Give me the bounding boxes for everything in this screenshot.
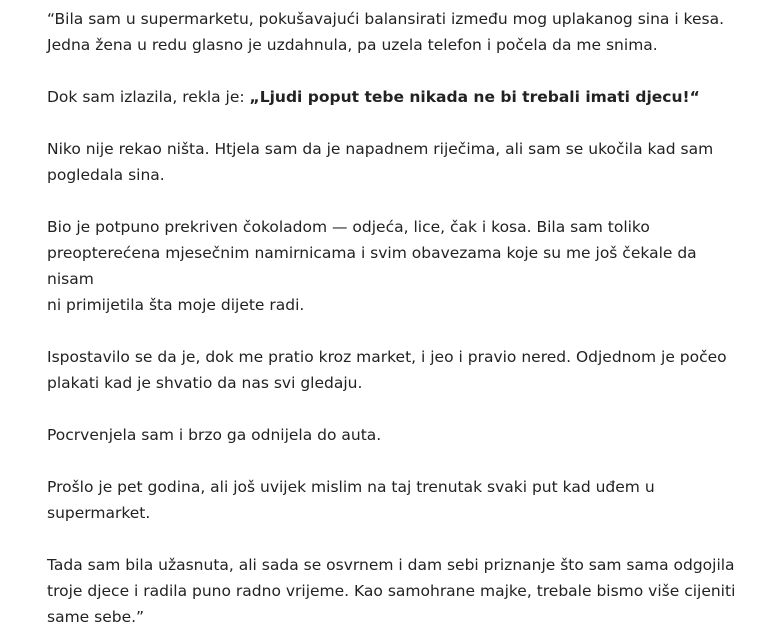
paragraph-2-prefix: Dok sam izlazila, rekla je: bbox=[47, 88, 250, 106]
article-body bbox=[47, 6, 747, 630]
paragraph-3: Niko nije rekao ništa. Htjela sam da je napadnem riječima, ali sam se ukočila kad sam pogledala sina. bbox=[47, 140, 714, 184]
paragraph-4: Bio je potpuno prekriven čokoladom — odjeća, lice, čak i kosa. Bila sam toliko preopterećena mjesečnim namirnicama i svim obavezama koje su me još čekale da nisam ni primijetila šta moje dijete radi. bbox=[47, 218, 697, 314]
paragraph-1: “Bila sam u supermarketu, pokušavajući balansirati između mog uplakanog sina i kesa. Jedna žena u redu glasno je uzdahnula, pa uzela telefon i počela da me snima. bbox=[47, 10, 725, 54]
paragraph-6: Pocrvenjela sam i brzo ga odnijela do auta. bbox=[47, 426, 382, 444]
paragraph-8: Tada sam bila užasnuta, ali sada se osvrnem i dam sebi priznanje što sam sama odgojila troje djece i radila puno radno vrijeme. Kao samohrane majke, trebale bismo više cijeniti same sebe.” bbox=[47, 556, 736, 626]
paragraph-5: Ispostavilo se da je, dok me pratio kroz market, i jeo i pravio nered. Odjednom je počeo plakati kad je shvatio da nas svi gledaju. bbox=[47, 348, 727, 392]
paragraph-2 bbox=[47, 84, 747, 110]
paragraph-7: Prošlo je pet godina, ali još uvijek mislim na taj trenutak svaki put kad uđem u supermarket. bbox=[47, 478, 655, 522]
bold-quote: „Ljudi poput tebe nikada ne bi trebali imati djecu!“ bbox=[249, 88, 700, 106]
